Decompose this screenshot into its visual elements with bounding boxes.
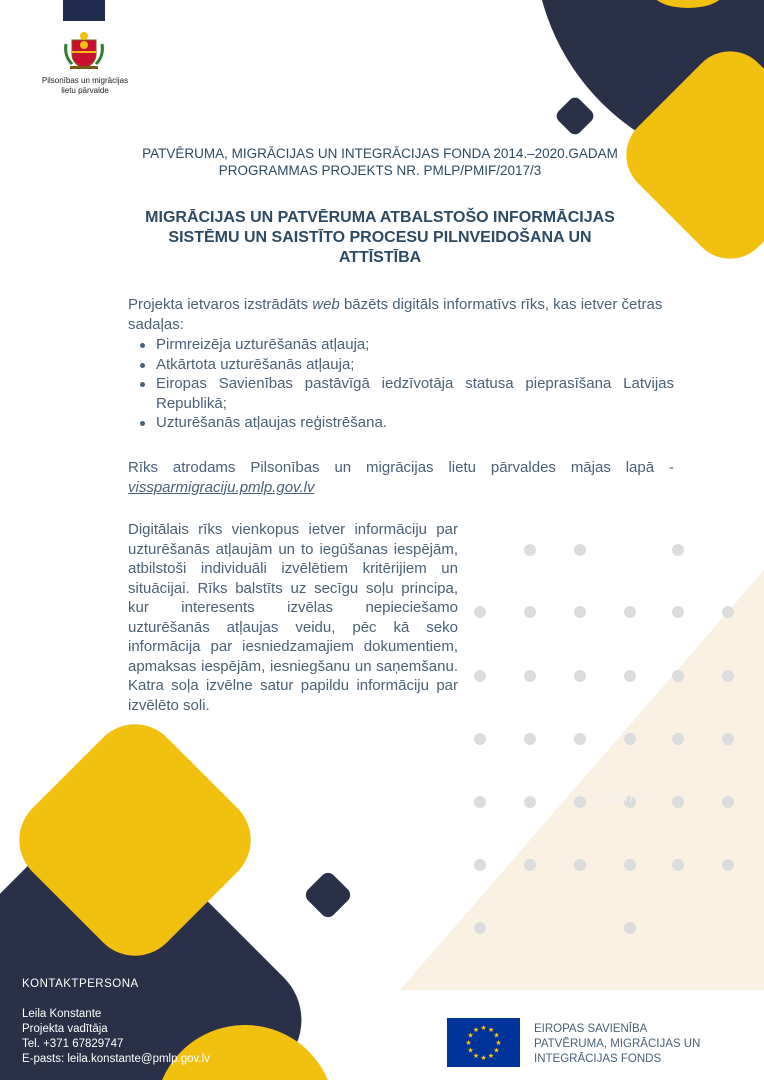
eu-star: ★: [487, 1052, 495, 1060]
grid-dot: [722, 796, 734, 808]
org-name-line1: Pilsonības un migrācijas: [41, 76, 129, 85]
grid-dot: [574, 733, 586, 745]
grid-dot: [524, 859, 536, 871]
grid-dot: [524, 606, 536, 618]
org-name: [30, 76, 140, 96]
contact-email[interactable]: E-pasts: leila.konstante@pmlp.gov.lv: [22, 1053, 210, 1065]
contact-heading: KONTAKTPERSONA: [22, 978, 139, 990]
grid-dot: [624, 606, 636, 618]
eu-star: ★: [480, 1055, 487, 1062]
eu-star: ★: [467, 1047, 474, 1055]
grid-dot: [524, 544, 536, 556]
grid-dot: [672, 733, 684, 745]
grid-dot: [624, 733, 636, 745]
subheading-line1: PATVĒRUMA, MIGRĀCIJAS UN INTEGRĀCIJAS FONDA 2014.–2020.GADAM: [142, 146, 618, 161]
grid-dot: [672, 859, 684, 871]
website-link[interactable]: vissparmigraciju.pmlp.gov.lv: [128, 478, 315, 496]
intro-paragraph: [128, 295, 674, 334]
eu-star: ★: [467, 1032, 474, 1040]
contact-role: Projekta vadītāja: [22, 1023, 108, 1035]
eu-star: ★: [493, 1047, 500, 1055]
eu-star: ★: [487, 1027, 495, 1035]
tool-location-paragraph: [128, 458, 674, 497]
grid-dot: [524, 733, 536, 745]
eu-star: ★: [465, 1040, 472, 1047]
description-paragraph: Digitālais rīks vienkopus ietver informāciju par uzturēšanās atļaujām un to iegūšanas iespējām, atbilstoši individuāli izvēlētiem kritērijiem un situācijai. Rīks balstīts uz secīgu soļu principa, kur interesents izvēlas nepieciešamo uzturēšanās atļaujas veidu, pēc kā seko informācija par iesniedzamajiem dokumentiem, apmaksas iespējām, iesniegšanu un saņemšanu. Katra soļa izvēlne satur papildu informāciju par izvēlēto soli.: [128, 521, 458, 714]
grid-dot: [672, 670, 684, 682]
grid-dot: [624, 922, 636, 934]
location-text: Rīks atrodams Pilsonības un migrācijas lietu pārvaldes mājas lapā -: [128, 459, 674, 476]
intro-after: bāzēts digitāls informatīvs rīks, kas ietver četras sadaļas:: [128, 296, 663, 333]
contact-phone: Tel. +371 67829747: [22, 1038, 124, 1050]
grid-dot: [624, 670, 636, 682]
title-line3: ATTĪSTĪBA: [338, 249, 422, 266]
intro-emphasis: web: [312, 296, 340, 313]
grid-dot: [474, 606, 486, 618]
eu-fund-label: [534, 1022, 734, 1067]
eu-line2: PATVĒRUMA, MIGRĀCIJAS UN: [534, 1038, 701, 1050]
grid-dot: [574, 606, 586, 618]
grid-dot: [474, 733, 486, 745]
grid-dot: [672, 544, 684, 556]
faint-watermark-text: $1477: [606, 790, 643, 805]
eu-star: ★: [472, 1052, 480, 1060]
grid-dot: [722, 859, 734, 871]
grid-dot: [524, 796, 536, 808]
list-item: Pirmreizēja uzturēšanās atļauja;: [128, 335, 674, 355]
list-item: Uzturēšanās atļaujas reģistrēšana.: [128, 413, 674, 433]
grid-dot: [474, 796, 486, 808]
title-line1: MIGRĀCIJAS UN PATVĒRUMA ATBALSTOŠO INFORMĀCIJAS: [145, 209, 615, 226]
section-list: [128, 335, 674, 433]
grid-dot: [672, 606, 684, 618]
eu-flag-icon: [447, 1018, 520, 1067]
latvia-coat-of-arms-icon: [62, 30, 106, 72]
grid-dot: [574, 859, 586, 871]
grid-dot: [624, 859, 636, 871]
eu-star: ★: [495, 1040, 502, 1047]
eu-star: ★: [493, 1032, 500, 1040]
grid-dot: [574, 544, 586, 556]
project-subheading: [120, 145, 640, 179]
grid-dot: [722, 670, 734, 682]
navy-top-bar: [63, 0, 105, 21]
grid-dot: [722, 606, 734, 618]
list-item: Atkārtota uzturēšanās atļauja;: [128, 355, 674, 375]
grid-dot: [524, 670, 536, 682]
grid-dot: [574, 670, 586, 682]
grid-dot: [474, 922, 486, 934]
grid-dot: [474, 670, 486, 682]
project-title: [120, 208, 640, 268]
contact-name: Leila Konstante: [22, 1008, 102, 1020]
eu-line3: INTEGRĀCIJAS FONDS: [534, 1053, 662, 1065]
grid-dot: [722, 733, 734, 745]
list-item: Eiropas Savienības pastāvīgā iedzīvotāja statusa pieprasīšana Latvijas Republikā;: [128, 374, 674, 413]
eu-star: ★: [472, 1027, 480, 1035]
subheading-line2: PROGRAMMAS PROJEKTS NR. PMLP/PMIF/2017/3: [218, 163, 542, 178]
title-line2: SISTĒMU UN SAISTĪTO PROCESU PILNVEIDOŠANA UN: [168, 229, 592, 246]
grid-dot: [672, 796, 684, 808]
grid-dot: [474, 859, 486, 871]
grid-dot: [574, 796, 586, 808]
org-name-line2: lietu pārvalde: [61, 86, 109, 95]
eu-star: ★: [480, 1025, 487, 1032]
eu-line1: EIROPAS SAVIENĪBA: [534, 1023, 648, 1035]
intro-before: Projekta ietvaros izstrādāts: [128, 296, 313, 313]
